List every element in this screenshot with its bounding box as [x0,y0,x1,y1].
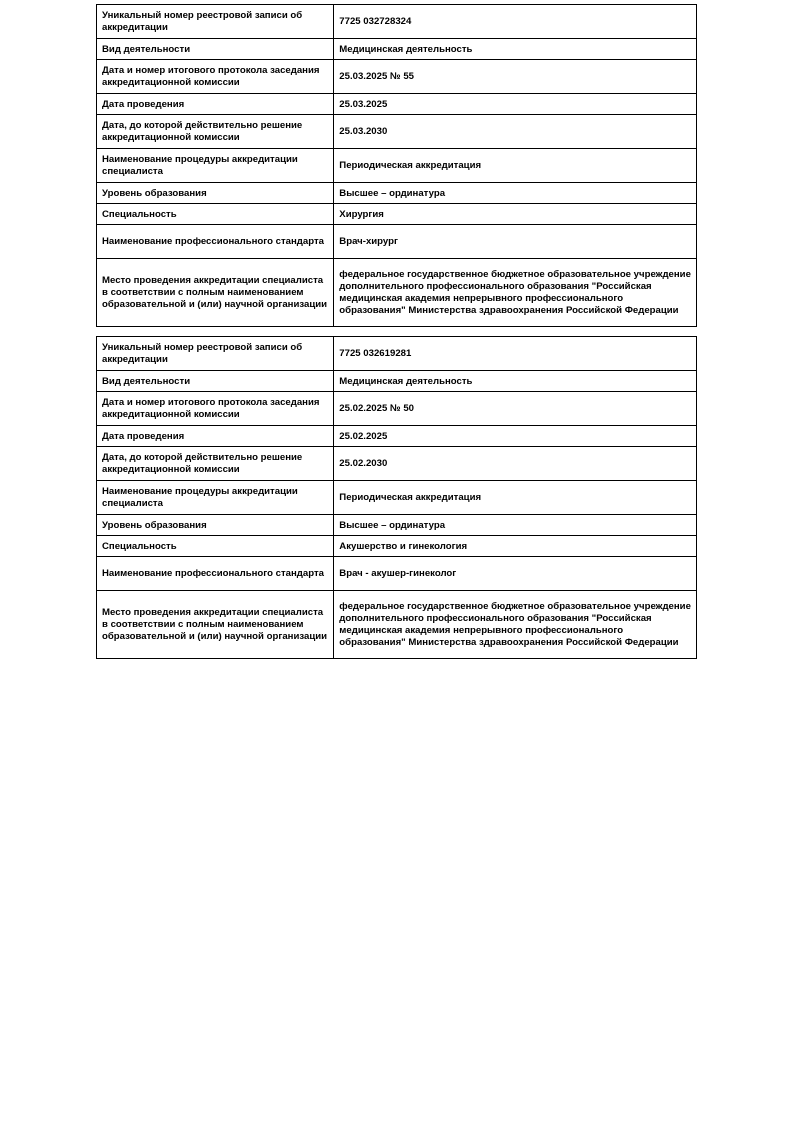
label-activity-type: Вид деятельности [97,371,334,392]
value-activity-type: Медицинская деятельность [334,371,697,392]
value-education-level: Высшее – ординатура [334,183,697,204]
label-valid-until: Дата, до которой действительно решение аккредитационной комиссии [97,115,334,149]
row-procedure-name [97,481,697,515]
value-procedure-name: Периодическая аккредитация [334,481,697,515]
label-date-held: Дата проведения [97,426,334,447]
value-activity-type: Медицинская деятельность [334,39,697,60]
label-prof-standard: Наименование профессионального стандарта [97,225,334,259]
row-activity-type [97,371,697,392]
label-procedure-name: Наименование процедуры аккредитации специалиста [97,149,334,183]
value-valid-until: 25.03.2030 [334,115,697,149]
row-procedure-name [97,149,697,183]
label-procedure-name: Наименование процедуры аккредитации специалиста [97,481,334,515]
value-valid-until: 25.02.2030 [334,447,697,481]
row-venue [97,259,697,327]
value-prof-standard: Врач - акушер-гинеколог [334,557,697,591]
label-registry-number: Уникальный номер реестровой записи об аккредитации [97,337,334,371]
label-activity-type: Вид деятельности [97,39,334,60]
label-protocol: Дата и номер итогового протокола заседания аккредитационной комиссии [97,392,334,426]
row-date-held [97,94,697,115]
row-date-held [97,426,697,447]
row-prof-standard [97,557,697,591]
label-date-held: Дата проведения [97,94,334,115]
row-valid-until [97,115,697,149]
row-activity-type [97,39,697,60]
row-education-level [97,515,697,536]
accreditation-records [96,4,697,668]
value-registry-number: 7725 032728324 [334,5,697,39]
value-date-held: 25.02.2025 [334,426,697,447]
row-specialty [97,536,697,557]
value-education-level: Высшее – ординатура [334,515,697,536]
row-education-level [97,183,697,204]
row-registry-number [97,5,697,39]
label-education-level: Уровень образования [97,183,334,204]
value-venue: федеральное государственное бюджетное образовательное учреждение дополнительного профессионального образования "Российская медицинская академия непрерывного профессионального образования" Министерства здравоохранения Российской Федерации [334,259,697,327]
accreditation-record-table [96,336,697,659]
label-valid-until: Дата, до которой действительно решение аккредитационной комиссии [97,447,334,481]
label-prof-standard: Наименование профессионального стандарта [97,557,334,591]
value-protocol: 25.02.2025 № 50 [334,392,697,426]
label-specialty: Специальность [97,536,334,557]
row-specialty [97,204,697,225]
label-specialty: Специальность [97,204,334,225]
value-specialty: Акушерство и гинекология [334,536,697,557]
label-registry-number: Уникальный номер реестровой записи об аккредитации [97,5,334,39]
value-date-held: 25.03.2025 [334,94,697,115]
label-protocol: Дата и номер итогового протокола заседания аккредитационной комиссии [97,60,334,94]
label-venue: Место проведения аккредитации специалиста в соответствии с полным наименованием образовательной и (или) научной организации [97,591,334,659]
value-venue: федеральное государственное бюджетное образовательное учреждение дополнительного профессионального образования "Российская медицинская академия непрерывного профессионального образования" Министерства здравоохранения Российской Федерации [334,591,697,659]
row-venue [97,591,697,659]
value-protocol: 25.03.2025 № 55 [334,60,697,94]
row-valid-until [97,447,697,481]
value-registry-number: 7725 032619281 [334,337,697,371]
label-education-level: Уровень образования [97,515,334,536]
accreditation-record-table [96,4,697,327]
row-registry-number [97,337,697,371]
value-specialty: Хирургия [334,204,697,225]
row-protocol [97,60,697,94]
row-protocol [97,392,697,426]
label-venue: Место проведения аккредитации специалиста в соответствии с полным наименованием образовательной и (или) научной организации [97,259,334,327]
value-procedure-name: Периодическая аккредитация [334,149,697,183]
value-prof-standard: Врач-хирург [334,225,697,259]
row-prof-standard [97,225,697,259]
